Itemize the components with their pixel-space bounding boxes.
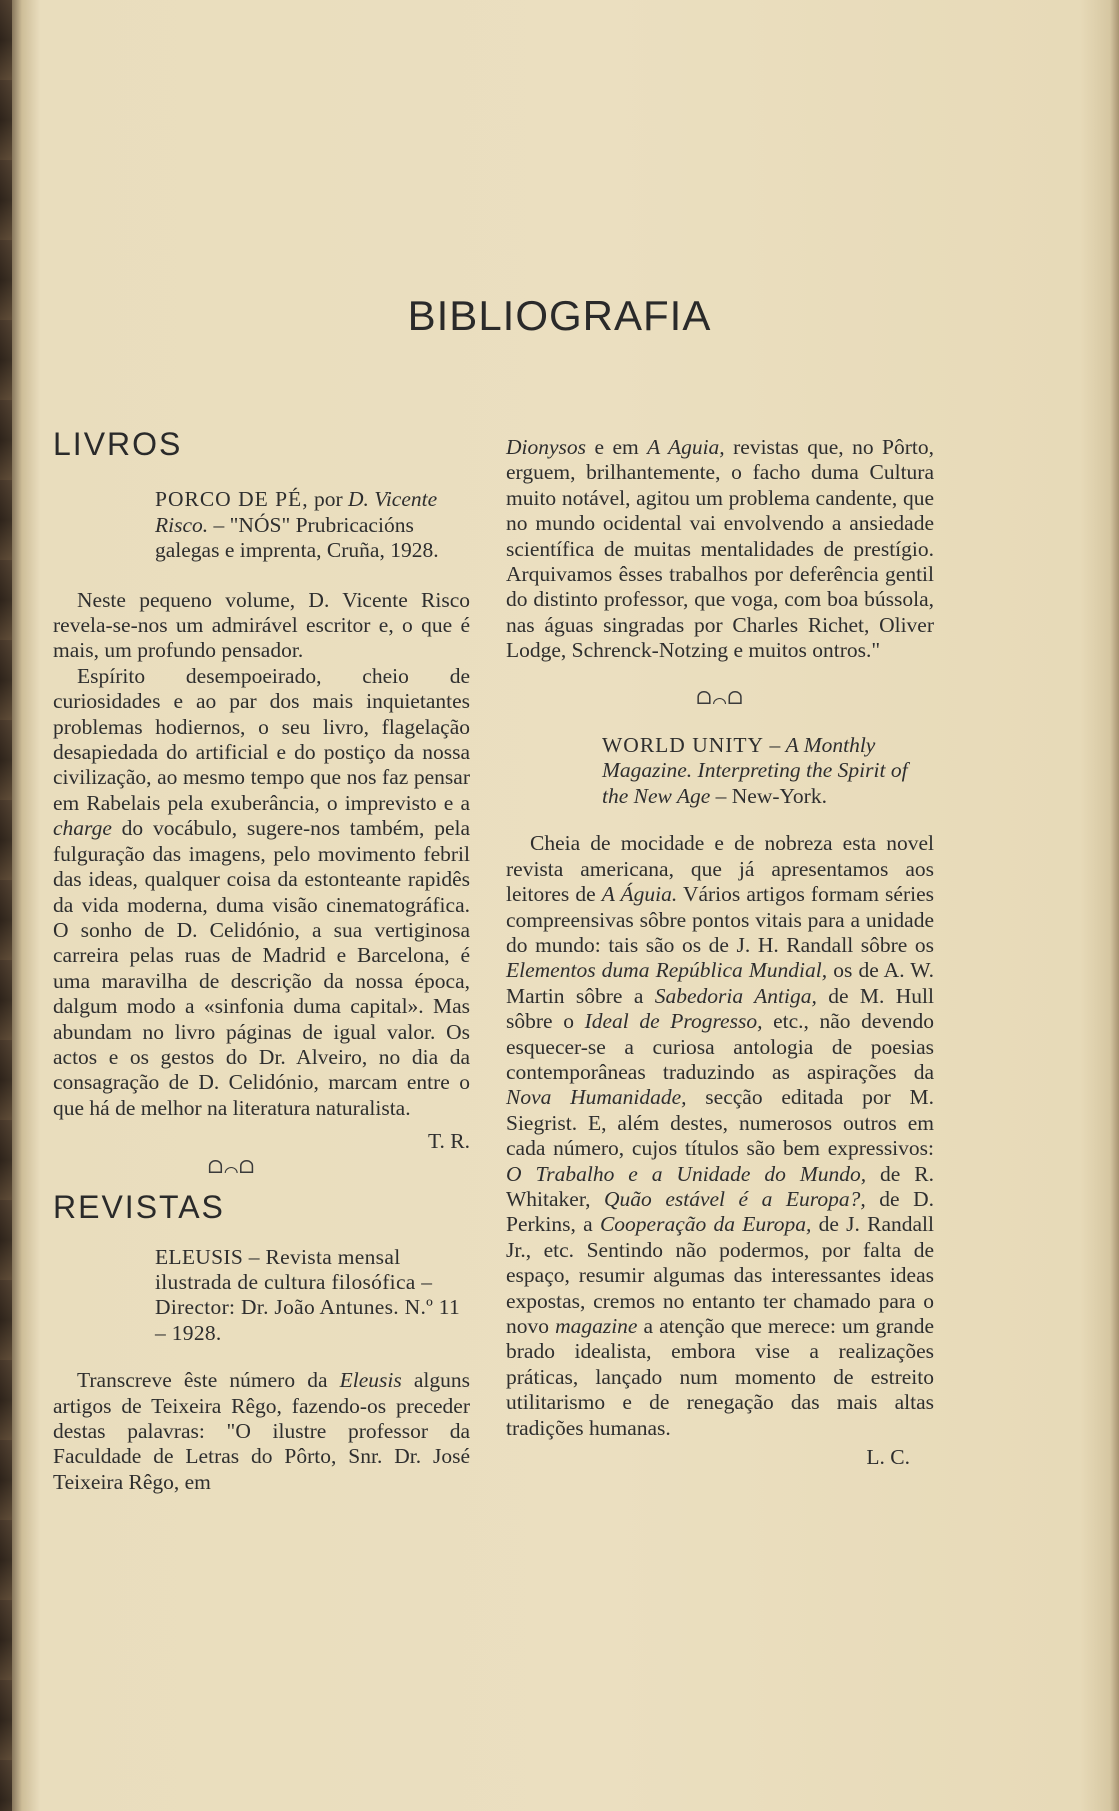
livros-charge-word: charge [53, 816, 112, 841]
text-fragment: de M. Hull sôbre o [506, 983, 934, 1034]
right-column [506, 435, 934, 1470]
eleusis-text-d: revistas que, no Pôrto, erguem, brilhantemente, o facho duma Cultura muito notável, agitou um problema candente, que no mundo ocidental vai envolvendo a ansiedade scientífica de muitas mentalidades de prestígio. Arquivamos êsses trabalhos por deferência gentil do distinto professor, que voga, com boa bússola, nas águas singradas por Charles Richet, Oliver Lodge, Schrenck-Notzing e muitos ontros." [506, 435, 934, 663]
world-unity-place: – New-York. [710, 783, 827, 808]
text-fragment: a atenção que merece: um grande brado idealista, embora vise a realizações práticas, lançado num momento de estreito utilitarismo e de renegação das mais altas tradições humanas. [506, 1314, 935, 1440]
livros-paragraph-2-part-a: Espírito desempoeirado, cheio de curiosidades e ao par dos mais inquietantes problemas hodiernos, o seu livro, flagelação desapiedada do artificial e do postiço da nossa civilização, ao mesmo tempo que nos faz pensar em Rabelais pela exuberância, o imprevisto e a [53, 663, 470, 815]
italic-title-fragment: O Trabalho e a Unidade do Mundo, [506, 1161, 867, 1186]
world-unity-heading [602, 733, 934, 809]
eleusis-text-b: alguns artigos de Teixeira Rêgo, fazendo-os preceder destas palavras: "O ilustre professor da Faculdade de Letras do Pôrto, Snr. Dr. José Teixeira Rêgo, em [53, 1368, 470, 1494]
livros-paragraph-2 [53, 664, 470, 1121]
text-fragment: Vários artigos formam séries compreensivas sôbre pontos vitais para a unidade do mundo: tais são os de J. H. Randall sôbre os [506, 882, 934, 957]
book-publisher: – "NÓS" Prubricacións galegas e imprenta, Cruña, 1928. [155, 512, 439, 563]
text-fragment: Cheia de mocidade e de nobreza esta novel revista americana, que já apresentamos aos leitores de [506, 831, 934, 907]
book-by: por [308, 487, 348, 512]
italic-title-fragment: Nova Humanidade, [506, 1085, 687, 1110]
eleusis-entry-heading: ELEUSIS – Revista mensal ilustrada de cultura filosófica – Director: Dr. João Antunes. N.º 11 – 1928. [155, 1244, 461, 1345]
aguia-title: A Aguia, [647, 435, 725, 459]
italic-title-fragment: Cooperação da Europa, [599, 1212, 812, 1237]
italic-title-fragment: magazine [555, 1314, 638, 1338]
page-title: BIBLIOGRAFIA [407, 292, 712, 339]
eleusis-paragraph [53, 1368, 470, 1495]
text-fragment: de J. Randall Jr., etc. Sentindo não podermos, por falta de espaço, resumir algumas das interessantes ideas expostas, cremos no entanto ter chamado para o novo [506, 1212, 934, 1338]
livros-signature: T. R. [427, 1129, 470, 1154]
italic-title-fragment: Ideal de Progresso, [584, 1009, 763, 1034]
livros-footer [53, 1129, 470, 1199]
book-author: D. Vicente Risco. [155, 487, 438, 537]
italic-title-fragment: Quão estável é a Europa?, [604, 1186, 866, 1211]
text-fragment: os de A. W. Martin sôbre a [506, 958, 934, 1008]
eleusis-text-a: Transcreve êste número da [77, 1368, 340, 1393]
world-unity-subtitle: A Monthly Magazine. Interpreting the Spirit of the New Age [602, 733, 908, 808]
revistas-signature: L. C. [866, 1445, 910, 1470]
section-title-revistas: REVISTAS [53, 1189, 225, 1226]
eleusis-paragraph-continued [506, 435, 934, 664]
section-title-livros: LIVROS [53, 426, 183, 462]
italic-title-fragment: Sabedoria Antiga, [654, 983, 817, 1008]
section-ornament-1: ᗝ⌒ᗝ [208, 1157, 256, 1179]
book-spine-edge [0, 0, 12, 1811]
book-entry-heading [155, 487, 470, 563]
book-title: PORCO DE PÉ, [155, 487, 309, 512]
livros-paragraph-2-part-b: do vocábulo, sugere-nos também, pela fulguração das imagens, pelo movimento febril das ideas, qualquer coisa da estonteante rapidês da vida moderna, duma visão cinematográfica. O sonho de D. Celidónio, a sua vertiginosa carreira pelas ruas de Madrid e Barcelona, é uma maravilha de descrição da nossa época, dalgum modo a «sinfonia duma capital». Mas abundam no livro páginas de igual valor. Os actos e os gestos do Dr. Alveiro, no dia da consagração de D. Celidónio, marcam entre o que há de melhor na literatura naturalista. [53, 816, 470, 1120]
eleusis-text-c: e em [586, 435, 648, 459]
world-unity-paragraph [506, 831, 934, 1441]
text-fragment: de R. Whitaker, [506, 1161, 935, 1211]
dionysos-title: Dionysos [506, 435, 587, 459]
world-unity-title: WORLD UNITY [602, 733, 765, 758]
text-fragment: de D. Perkins, a [506, 1186, 935, 1237]
text-fragment: etc., não devendo esquecer-se a curiosa antologia de poesias contemporâneas traduzindo as aspirações da [506, 1009, 934, 1084]
italic-title-fragment: A Águia. [601, 882, 678, 907]
livros-paragraph-1: Neste pequeno volume, D. Vicente Risco revela-se-nos um admirável escritor e, o que é mais, um profundo pensador. [53, 587, 470, 663]
italic-title-fragment: Elementos duma República Mundial, [506, 958, 828, 983]
section-ornament-2: ᗝ⌒ᗝ [696, 687, 744, 709]
eleusis-title: Eleusis [339, 1368, 402, 1393]
left-column [53, 426, 470, 1495]
world-unity-dash: – [764, 733, 786, 758]
text-fragment: secção editada por M. Siegrist. E, além destes, numerosos outros em cada número, cujos títulos são bem expressivos: [506, 1085, 935, 1161]
